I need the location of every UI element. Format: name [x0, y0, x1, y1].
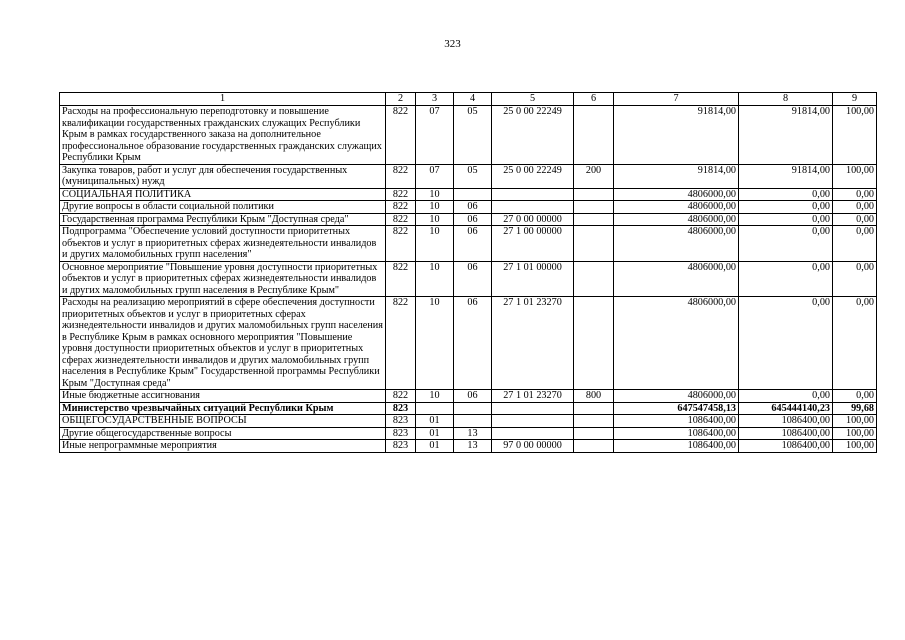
row-name-cell: Другие вопросы в области социальной политики: [60, 201, 386, 214]
table-cell: [574, 261, 614, 297]
table-cell: [454, 415, 492, 428]
table-cell: [492, 201, 574, 214]
table-cell: 4806000,00: [614, 213, 739, 226]
table-cell: 01: [416, 415, 454, 428]
table-cell: 10: [416, 390, 454, 403]
table-row: [60, 164, 877, 188]
table-cell: 0,00: [833, 226, 877, 262]
page-number: 323: [444, 38, 461, 50]
table-cell: 800: [574, 390, 614, 403]
table-cell: 10: [416, 226, 454, 262]
table-cell: 06: [454, 390, 492, 403]
table-row: [60, 188, 877, 201]
table-row: [60, 390, 877, 403]
table-cell: 200: [574, 164, 614, 188]
table-cell: [574, 415, 614, 428]
table-cell: 27 1 01 00000: [492, 261, 574, 297]
column-header: 6: [574, 93, 614, 106]
table-row: [60, 415, 877, 428]
table-cell: 0,00: [739, 261, 833, 297]
table-cell: 27 1 01 23270: [492, 390, 574, 403]
table-cell: 1086400,00: [739, 415, 833, 428]
table-cell: 10: [416, 188, 454, 201]
table-cell: [492, 188, 574, 201]
table-cell: [574, 297, 614, 390]
table-cell: 01: [416, 440, 454, 453]
table-cell: 0,00: [833, 297, 877, 390]
table-cell: 822: [386, 164, 416, 188]
table-cell: 4806000,00: [614, 226, 739, 262]
table-cell: 06: [454, 297, 492, 390]
table-cell: [454, 402, 492, 415]
table-cell: 0,00: [739, 188, 833, 201]
table-row: [60, 213, 877, 226]
table-cell: 100,00: [833, 415, 877, 428]
table-row: [60, 297, 877, 390]
table-cell: 823: [386, 402, 416, 415]
table-cell: [492, 402, 574, 415]
table-cell: [574, 188, 614, 201]
table-cell: [574, 201, 614, 214]
row-name-cell: ОБЩЕГОСУДАРСТВЕННЫЕ ВОПРОСЫ: [60, 415, 386, 428]
table-row: [60, 261, 877, 297]
table-cell: 13: [454, 427, 492, 440]
table-cell: 4806000,00: [614, 261, 739, 297]
table-cell: [574, 440, 614, 453]
table-cell: [574, 213, 614, 226]
table-cell: 0,00: [833, 213, 877, 226]
table-cell: 100,00: [833, 106, 877, 165]
table-cell: 10: [416, 297, 454, 390]
table-cell: 97 0 00 00000: [492, 440, 574, 453]
table-cell: 99,68: [833, 402, 877, 415]
table-cell: 13: [454, 440, 492, 453]
table-cell: 27 1 01 23270: [492, 297, 574, 390]
table-cell: 10: [416, 201, 454, 214]
column-header: 9: [833, 93, 877, 106]
table-cell: 0,00: [833, 390, 877, 403]
table-cell: 25 0 00 22249: [492, 164, 574, 188]
row-name-cell: Основное мероприятие "Повышение уровня доступности приоритетных объектов и услуг в приоритетных сферах жизнедеятельности инвалидов и других маломобильных групп населения в Республике Крым": [60, 261, 386, 297]
table-cell: 0,00: [833, 188, 877, 201]
table-cell: 645444140,23: [739, 402, 833, 415]
row-name-cell: Министерство чрезвычайных ситуаций Республики Крым: [60, 402, 386, 415]
row-name-cell: СОЦИАЛЬНАЯ ПОЛИТИКА: [60, 188, 386, 201]
column-header: 3: [416, 93, 454, 106]
table-cell: 822: [386, 297, 416, 390]
table-cell: 0,00: [833, 261, 877, 297]
table-cell: 06: [454, 226, 492, 262]
table-row: [60, 226, 877, 262]
column-header: 7: [614, 93, 739, 106]
table-cell: [574, 402, 614, 415]
table-cell: 823: [386, 427, 416, 440]
row-name-cell: Государственная программа Республики Крым "Доступная среда": [60, 213, 386, 226]
row-name-cell: Другие общегосударственные вопросы: [60, 427, 386, 440]
column-header: 8: [739, 93, 833, 106]
table-cell: 06: [454, 201, 492, 214]
table-cell: 06: [454, 213, 492, 226]
column-header: 4: [454, 93, 492, 106]
budget-table: [59, 92, 877, 453]
table-row: [60, 201, 877, 214]
table-cell: 27 1 00 00000: [492, 226, 574, 262]
column-header: 5: [492, 93, 574, 106]
table-cell: [574, 226, 614, 262]
table-cell: 06: [454, 261, 492, 297]
table-cell: [492, 427, 574, 440]
table-cell: 05: [454, 164, 492, 188]
table-cell: 0,00: [833, 201, 877, 214]
table-cell: 07: [416, 164, 454, 188]
table-row: [60, 427, 877, 440]
table-cell: 07: [416, 106, 454, 165]
row-name-cell: Расходы на реализацию мероприятий в сфере обеспечения доступности приоритетных объектов и услуг в приоритетных сферах жизнедеятельности инвалидов и других маломобильных групп населения в Республике Крым в рамках основного мероприятия "Повышение уровня доступности приоритетных объектов и услуг в приоритетных сферах жизнедеятельности инвалидов и других маломобильных групп населения в Республике Крым" Государственной программы Республики Крым "Доступная среда": [60, 297, 386, 390]
row-name-cell: Иные непрограммные мероприятия: [60, 440, 386, 453]
table-cell: 10: [416, 261, 454, 297]
table-cell: 0,00: [739, 297, 833, 390]
table-cell: 27 0 00 00000: [492, 213, 574, 226]
table-cell: 10: [416, 213, 454, 226]
table-cell: 822: [386, 188, 416, 201]
row-name-cell: Расходы на профессиональную переподготовку и повышение квалификации государственных гражданских служащих Республики Крым в рамках государственного заказа на дополнительное профессиональное образование государственных гражданских служащих Республики Крым: [60, 106, 386, 165]
column-header: 2: [386, 93, 416, 106]
table-cell: 91814,00: [739, 106, 833, 165]
table-cell: 0,00: [739, 390, 833, 403]
table-cell: [574, 106, 614, 165]
table-cell: 822: [386, 390, 416, 403]
table-cell: 100,00: [833, 440, 877, 453]
table-cell: 91814,00: [614, 164, 739, 188]
table-body: [60, 106, 877, 453]
table-cell: 0,00: [739, 226, 833, 262]
table-cell: [416, 402, 454, 415]
table-cell: 0,00: [739, 201, 833, 214]
table-cell: 822: [386, 201, 416, 214]
table-cell: 823: [386, 440, 416, 453]
table-cell: 822: [386, 106, 416, 165]
table-cell: 4806000,00: [614, 188, 739, 201]
row-name-cell: Подпрограмма "Обеспечение условий доступности приоритетных объектов и услуг в приоритетных сферах жизнедеятельности инвалидов и других маломобильных групп населения": [60, 226, 386, 262]
table-cell: 1086400,00: [739, 427, 833, 440]
table-cell: 4806000,00: [614, 390, 739, 403]
table-cell: 05: [454, 106, 492, 165]
row-name-cell: Закупка товаров, работ и услуг для обеспечения государственных (муниципальных) нужд: [60, 164, 386, 188]
column-header: 1: [60, 93, 386, 106]
table-cell: 822: [386, 226, 416, 262]
table-cell: 4806000,00: [614, 201, 739, 214]
table-cell: 1086400,00: [739, 440, 833, 453]
table-cell: 100,00: [833, 164, 877, 188]
row-name-cell: Иные бюджетные ассигнования: [60, 390, 386, 403]
table-cell: 1086400,00: [614, 415, 739, 428]
table-row: [60, 440, 877, 453]
table-cell: 0,00: [739, 213, 833, 226]
table-cell: 4806000,00: [614, 297, 739, 390]
table-cell: 25 0 00 22249: [492, 106, 574, 165]
table-cell: 1086400,00: [614, 427, 739, 440]
table-cell: 822: [386, 261, 416, 297]
table-cell: [574, 427, 614, 440]
table-cell: 1086400,00: [614, 440, 739, 453]
table-row: [60, 402, 877, 415]
table-cell: [454, 188, 492, 201]
table-cell: 100,00: [833, 427, 877, 440]
table-cell: 01: [416, 427, 454, 440]
table-cell: 647547458,13: [614, 402, 739, 415]
table-cell: 822: [386, 213, 416, 226]
table-cell: 91814,00: [739, 164, 833, 188]
table-cell: 91814,00: [614, 106, 739, 165]
table-row: [60, 106, 877, 165]
table-cell: [492, 415, 574, 428]
table-cell: 823: [386, 415, 416, 428]
header-row: [60, 93, 877, 106]
